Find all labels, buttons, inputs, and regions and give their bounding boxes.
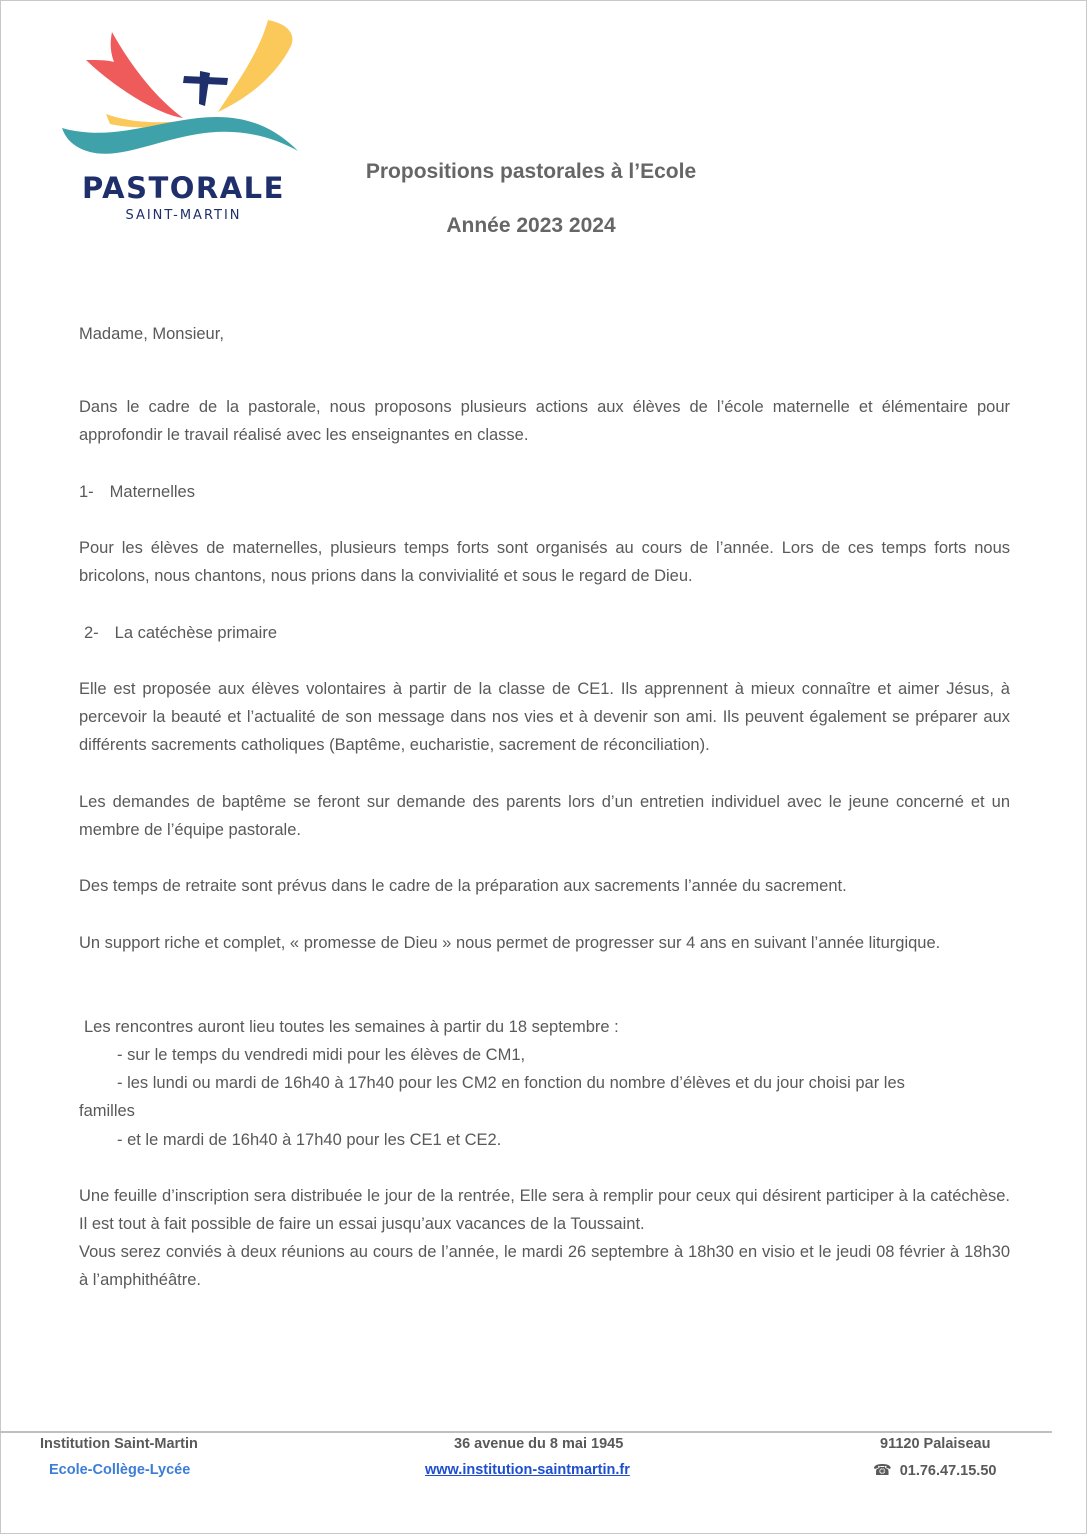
document-title: Propositions pastorales à l’Ecole	[365, 160, 697, 183]
meeting-item-continued: familles	[79, 1102, 135, 1120]
retreat-paragraph: Des temps de retraite sont prévus dans le cadre de la préparation aux sacrements l’année du sacrement.	[79, 877, 847, 895]
footer-institution: Institution Saint-Martin	[40, 1436, 198, 1452]
maternelles-paragraph: Pour les élèves de maternelles, plusieurs temps forts sont organisés au cours de l’année. Lors de ces temps forts nous bricolons, nous chantons, nous prions dans la convivialité et sous le regard de Dieu.	[79, 539, 1010, 586]
section-title: Maternelles	[109, 483, 195, 501]
footer-phone	[873, 1461, 996, 1479]
footer-city: 91120 Palaiseau	[880, 1436, 991, 1452]
registration-paragraph: Une feuille d’inscription sera distribuée le jour de la rentrée, Elle sera à remplir pour ceux qui désirent participer à la catéchèse. Il est tout à fait possible de faire un essai jusqu’aux vacances de la Toussaint.	[79, 1187, 1010, 1234]
footer-address: 36 avenue du 8 mai 1945	[454, 1436, 624, 1452]
telephone-icon: ☎	[873, 1462, 892, 1479]
catechese-paragraph: Elle est proposée aux élèves volontaires à partir de la classe de CE1. Ils apprennent à mieux connaître et aimer Jésus, à percevoir la beauté et l’actualité de son message dans nos vies et à devenir son ami. Ils peuvent également se préparer aux différents sacrements catholiques (Baptême, eucharistie, sacrement de réconciliation).	[79, 680, 1010, 755]
section-number: 1-	[79, 483, 94, 501]
salutation: Madame, Monsieur,	[79, 325, 224, 343]
document-year: Année 2023 2024	[446, 214, 616, 237]
section-title: La catéchèse primaire	[114, 624, 278, 642]
footer-phone-number: 01.76.47.15.50	[899, 1463, 997, 1479]
section-heading-maternelles	[79, 478, 1010, 506]
intro-paragraph: Dans le cadre de la pastorale, nous proposons plusieurs actions aux élèves de l’école maternelle et élémentaire pour approfondir le travail réalisé avec les enseignantes en classe.	[79, 398, 1010, 445]
logo-subtitle: SAINT-MARTIN	[125, 208, 242, 223]
bapteme-paragraph: Les demandes de baptême se feront sur demande des parents lors d’un entretien individuel avec le jeune concerné et un membre de l’équipe pastorale.	[79, 793, 1010, 840]
section-heading-catechese	[84, 619, 1015, 647]
reunions-paragraph: Vous serez conviés à deux réunions au cours de l’année, le mardi 26 septembre à 18h30 en visio et le jeudi 08 février à 18h30 à l’amphithéâtre.	[79, 1243, 1010, 1290]
footer-divider	[0, 1431, 1052, 1433]
meetings-intro: Les rencontres auront lieu toutes les semaines à partir du 18 septembre :	[84, 1018, 619, 1036]
logo-graphic-icon	[58, 16, 308, 176]
meeting-item: - et le mardi de 16h40 à 17h40 pour les CE1 et CE2.	[117, 1131, 502, 1149]
pastorale-logo	[58, 16, 308, 231]
footer-website-link[interactable]: www.institution-saintmartin.fr	[425, 1462, 630, 1478]
footer-levels: Ecole-Collège-Lycée	[49, 1462, 191, 1478]
logo-title: PASTORALE	[82, 171, 285, 205]
meeting-item: - les lundi ou mardi de 16h40 à 17h40 pour les CM2 en fonction du nombre d’élèves et du jour choisi par les	[117, 1074, 905, 1092]
section-number: 2-	[84, 624, 99, 642]
meeting-item: - sur le temps du vendredi midi pour les élèves de CM1,	[117, 1046, 526, 1064]
support-paragraph: Un support riche et complet, « promesse de Dieu » nous permet de progresser sur 4 ans en suivant l’année liturgique.	[79, 934, 941, 952]
